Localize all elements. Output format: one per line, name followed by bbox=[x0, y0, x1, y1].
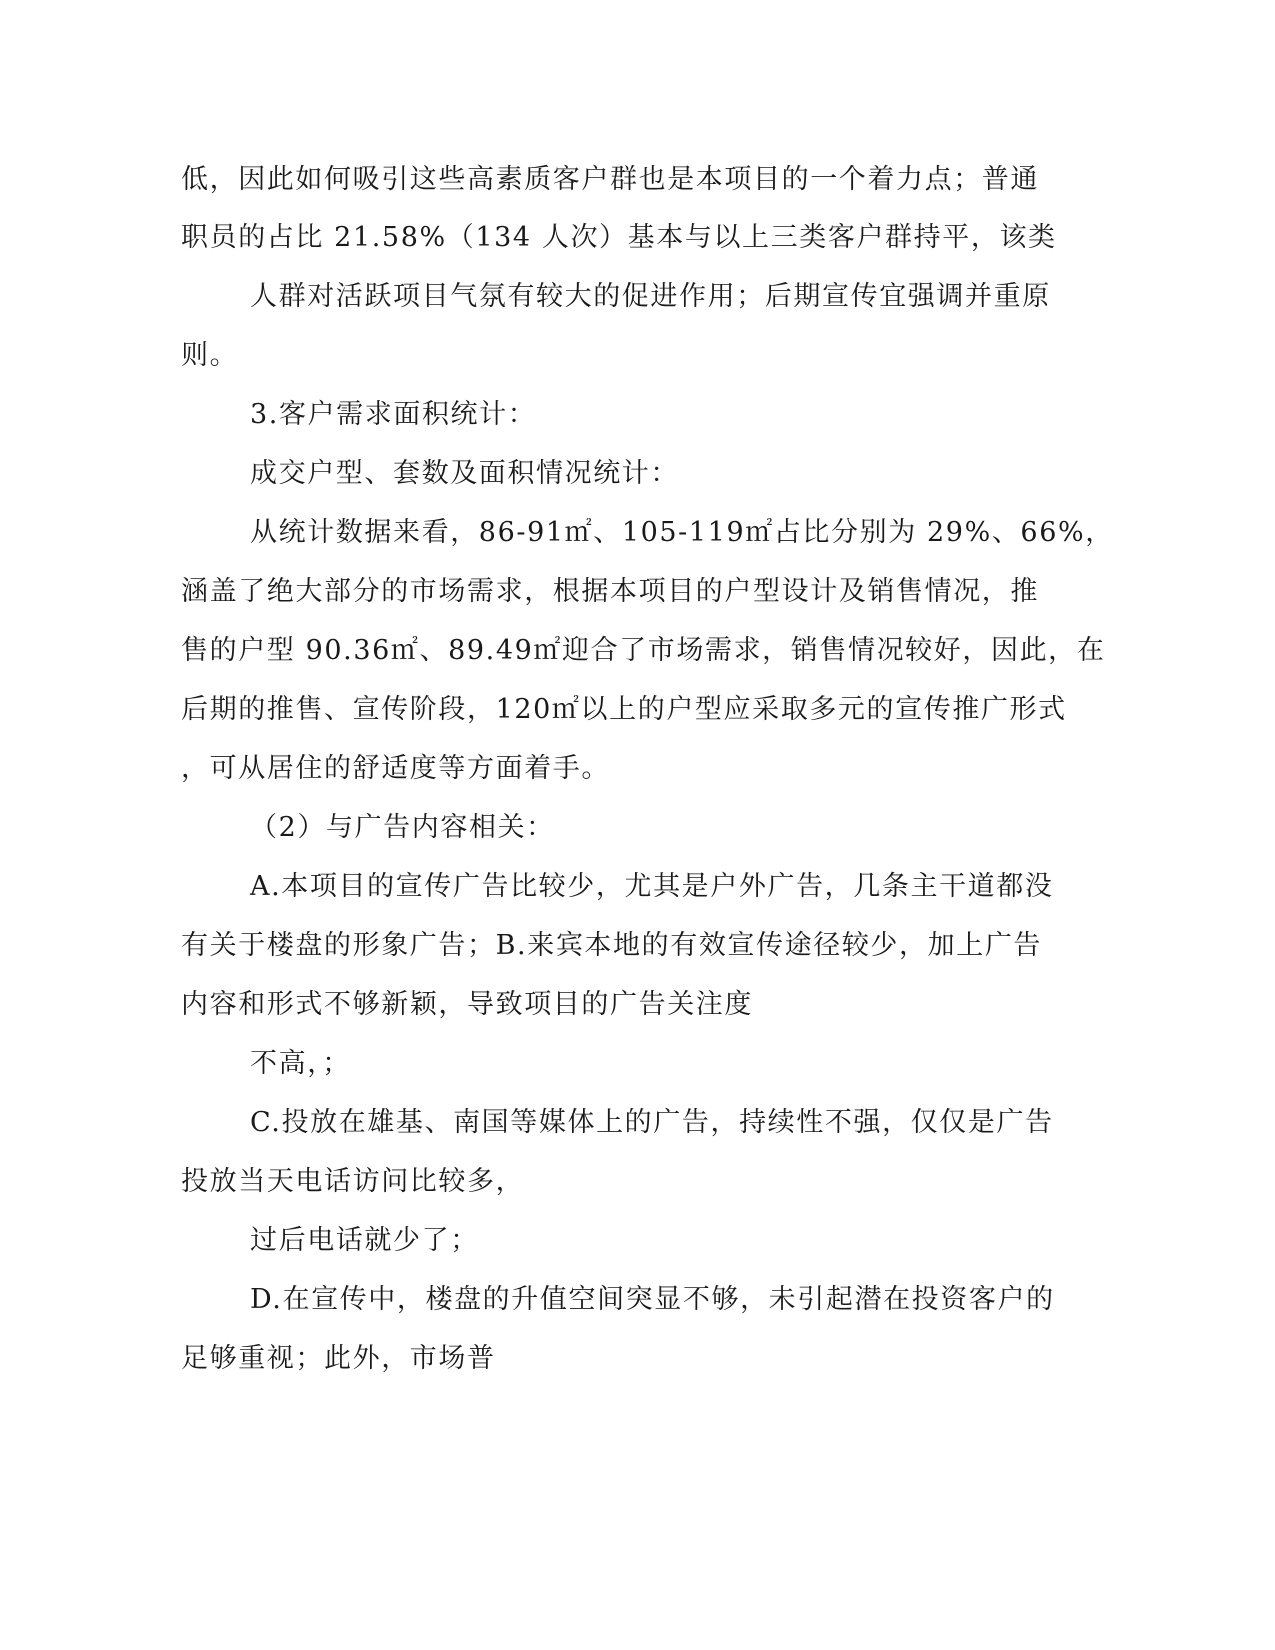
paragraph-line: 有关于楼盘的形象广告；B.来宾本地的有效宣传途径较少，加上广告 bbox=[181, 930, 1043, 961]
paragraph-line: ，可从居住的舒适度等方面着手。 bbox=[181, 753, 610, 784]
paragraph-line: C.投放在雄基、南国等媒体上的广告，持续性不强，仅仅是广告 bbox=[250, 1107, 1054, 1138]
section-heading: 3.客户需求面积统计： bbox=[250, 399, 537, 430]
paragraph-line: 人群对活跃项目气氛有较大的促进作用；后期宣传宜强调并重原 bbox=[250, 281, 1051, 312]
paragraph-line: 后期的推售、宣传阶段，120㎡以上的户型应采取多元的宣传推广形式 bbox=[181, 694, 1067, 725]
paragraph-line: 过后电话就少了； bbox=[250, 1225, 479, 1256]
paragraph-line: 不高，； bbox=[250, 1048, 351, 1079]
paragraph-line: A.本项目的宣传广告比较少，尤其是户外广告，几条主干道都没 bbox=[250, 871, 1054, 902]
paragraph-line: 售的户型 90.36㎡、89.49㎡迎合了市场需求，销售情况较好，因此，在 bbox=[181, 635, 1106, 666]
paragraph-line: D.在宣传中，楼盘的升值空间突显不够，未引起潜在投资客户的 bbox=[250, 1284, 1055, 1315]
paragraph-line: 则。 bbox=[181, 340, 239, 371]
paragraph-line: 职员的占比 21.58%（134 人次）基本与以上三类客户群持平，该类 bbox=[181, 222, 1057, 253]
section-heading: （2）与广告内容相关： bbox=[250, 812, 555, 843]
paragraph-line: 成交户型、套数及面积情况统计： bbox=[250, 458, 679, 489]
paragraph-line: 低，因此如何吸引这些高素质客户群也是本项目的一个着力点；普通 bbox=[181, 164, 1039, 195]
paragraph-line: 从统计数据来看，86-91㎡、105-119㎡占比分别为 29%、66%， bbox=[250, 517, 1114, 548]
paragraph-line: 足够重视；此外，市场普 bbox=[181, 1343, 496, 1374]
paragraph-line: 涵盖了绝大部分的市场需求，根据本项目的户型设计及销售情况，推 bbox=[181, 576, 1039, 607]
paragraph-line: 投放当天电话访问比较多， bbox=[181, 1166, 525, 1197]
paragraph-line: 内容和形式不够新颖，导致项目的广告关注度 bbox=[181, 989, 753, 1020]
